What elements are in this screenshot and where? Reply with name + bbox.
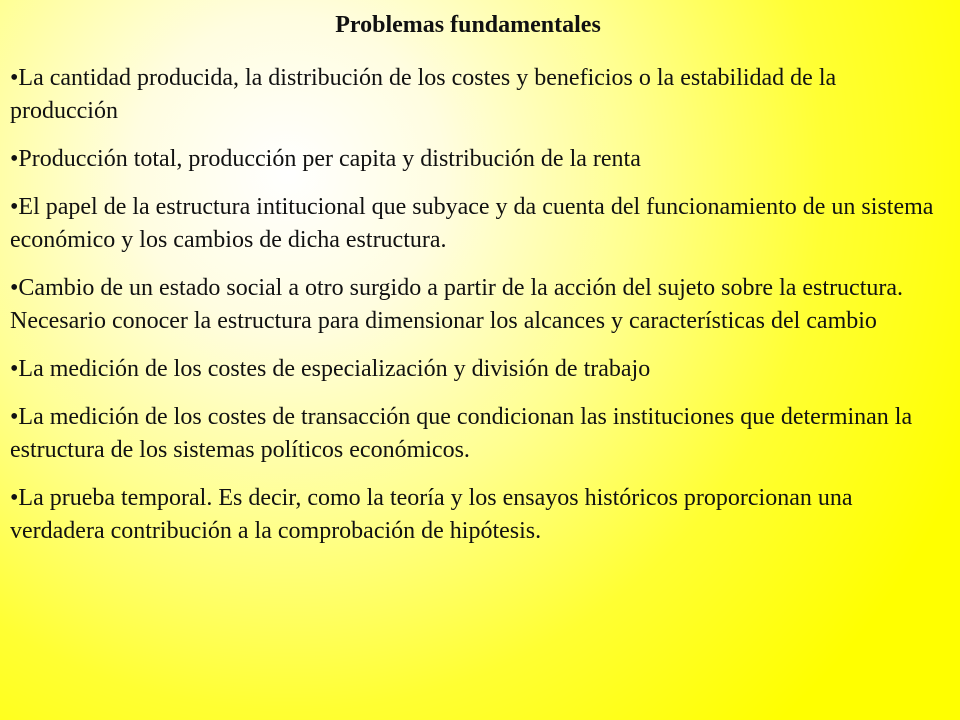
- bullet-dot: •: [10, 356, 19, 382]
- bullet-text: Cambio de un estado social a otro surgido a partir de la acción del sujeto sobre la estructura. Necesario conocer la estructura para dimensionar los alcances y características del cambio: [10, 275, 904, 334]
- bullet-item: [10, 482, 935, 548]
- bullet-text: La prueba temporal. Es decir, como la teoría y los ensayos históricos proporcionan una verdadera contribución a la comprobación de hipótesis.: [10, 485, 853, 544]
- bullet-item: [10, 353, 935, 386]
- bullet-dot: •: [10, 404, 19, 430]
- bullet-dot: •: [10, 65, 19, 91]
- bullet-dot: •: [10, 146, 19, 172]
- bullet-text: El papel de la estructura intitucional que subyace y da cuenta del funcionamiento de un sistema económico y los cambios de dicha estructura.: [10, 194, 934, 253]
- bullet-list: [10, 62, 935, 563]
- slide-title: Problemas fundamentales: [335, 12, 601, 38]
- bullet-dot: •: [10, 194, 19, 220]
- bullet-item: [10, 143, 935, 176]
- bullet-item: [10, 191, 935, 257]
- bullet-item: [10, 62, 935, 128]
- bullet-text: La medición de los costes de transacción que condicionan las instituciones que determinan la estructura de los sistemas políticos económicos.: [10, 404, 913, 463]
- bullet-text: La medición de los costes de especialización y división de trabajo: [18, 356, 651, 382]
- bullet-text: La cantidad producida, la distribución de los costes y beneficios o la estabilidad de la producción: [10, 65, 837, 124]
- bullet-item: [10, 401, 935, 467]
- bullet-text: Producción total, producción per capita y distribución de la renta: [18, 146, 641, 172]
- bullet-dot: •: [10, 485, 19, 511]
- bullet-dot: •: [10, 275, 19, 301]
- bullet-item: [10, 272, 935, 338]
